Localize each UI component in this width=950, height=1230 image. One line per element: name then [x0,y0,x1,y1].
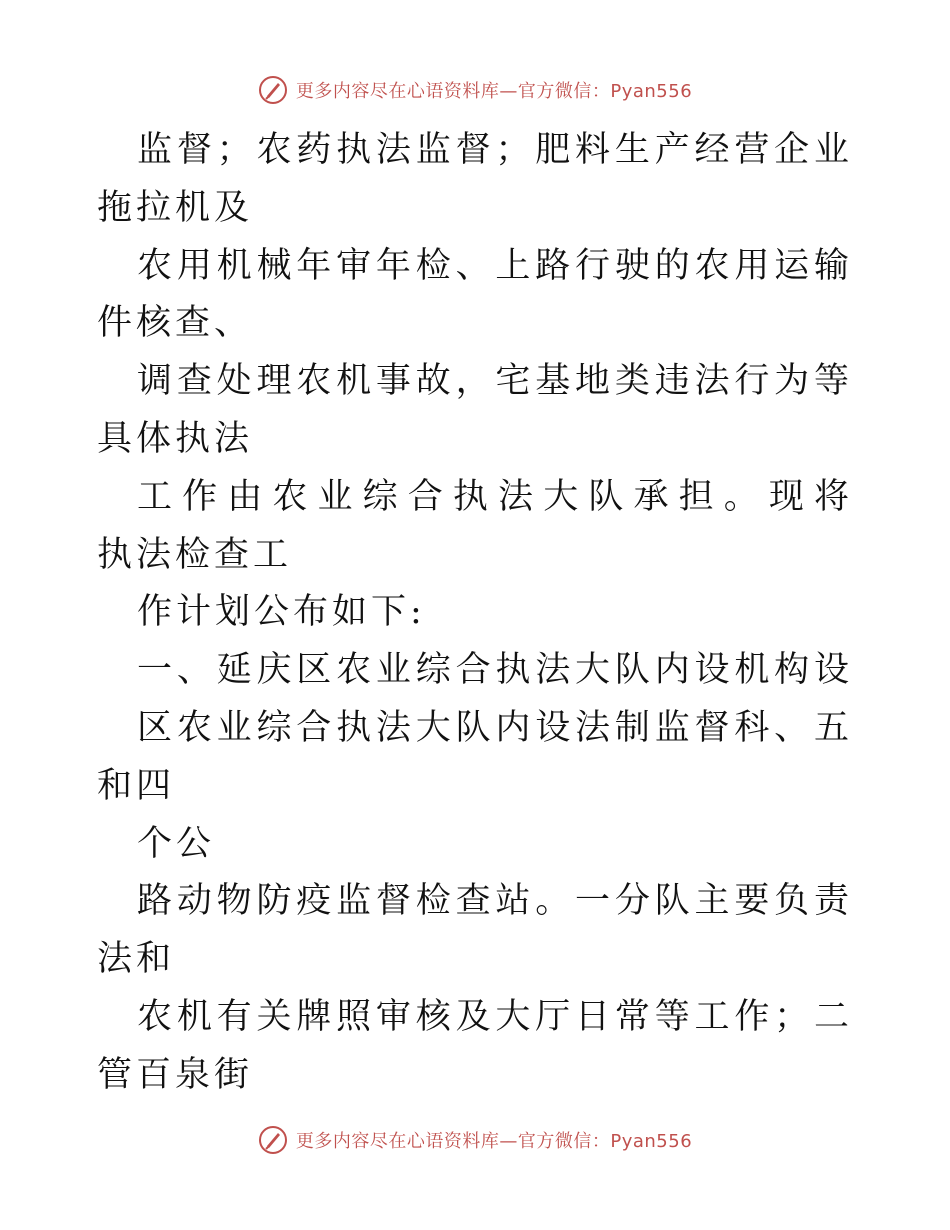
feather-pen-logo-icon [258,75,288,105]
text-line: 监督；农药执法监督；肥料生产经营企业 [137,130,853,170]
header-watermark [0,70,950,110]
text-line: 和四 [97,765,176,806]
text-line: 农机有关牌照审核及大厅日常等工作；二 [137,996,853,1037]
text-line: 个公 [137,823,216,864]
text-line: 执法检查工 [97,534,293,575]
feather-pen-logo-icon [258,1125,288,1155]
text-line: 一、延庆区农业综合执法大队内设机构设 [137,650,853,691]
text-line: 调查处理农机事故，宅基地类违法行为等 [137,361,853,402]
watermark-text: 更多内容尽在心语资料库—官方微信：Pyan556 [295,81,693,102]
text-line: 件核查、 [97,303,254,344]
text-line: 作计划公布如下: [137,592,426,633]
document-body [97,122,853,1105]
text-line: 拖拉机及 [97,187,254,228]
watermark-text: 更多内容尽在心语资料库—官方微信：Pyan556 [295,1131,693,1152]
text-line: 具体执法 [97,418,254,459]
text-line: 路动物防疫监督检查站。一分队主要负责 [137,881,853,922]
footer-watermark [0,1120,950,1160]
text-line: 农用机械年审年检、上路行驶的农用运输 [137,245,853,286]
text-line: 法和 [97,939,176,980]
text-line: 工作由农业综合执法大队承担。现将 [137,476,853,517]
text-line: 区农业综合执法大队内设法制监督科、五 [137,707,853,748]
text-line: 管百泉街 [97,1054,254,1095]
